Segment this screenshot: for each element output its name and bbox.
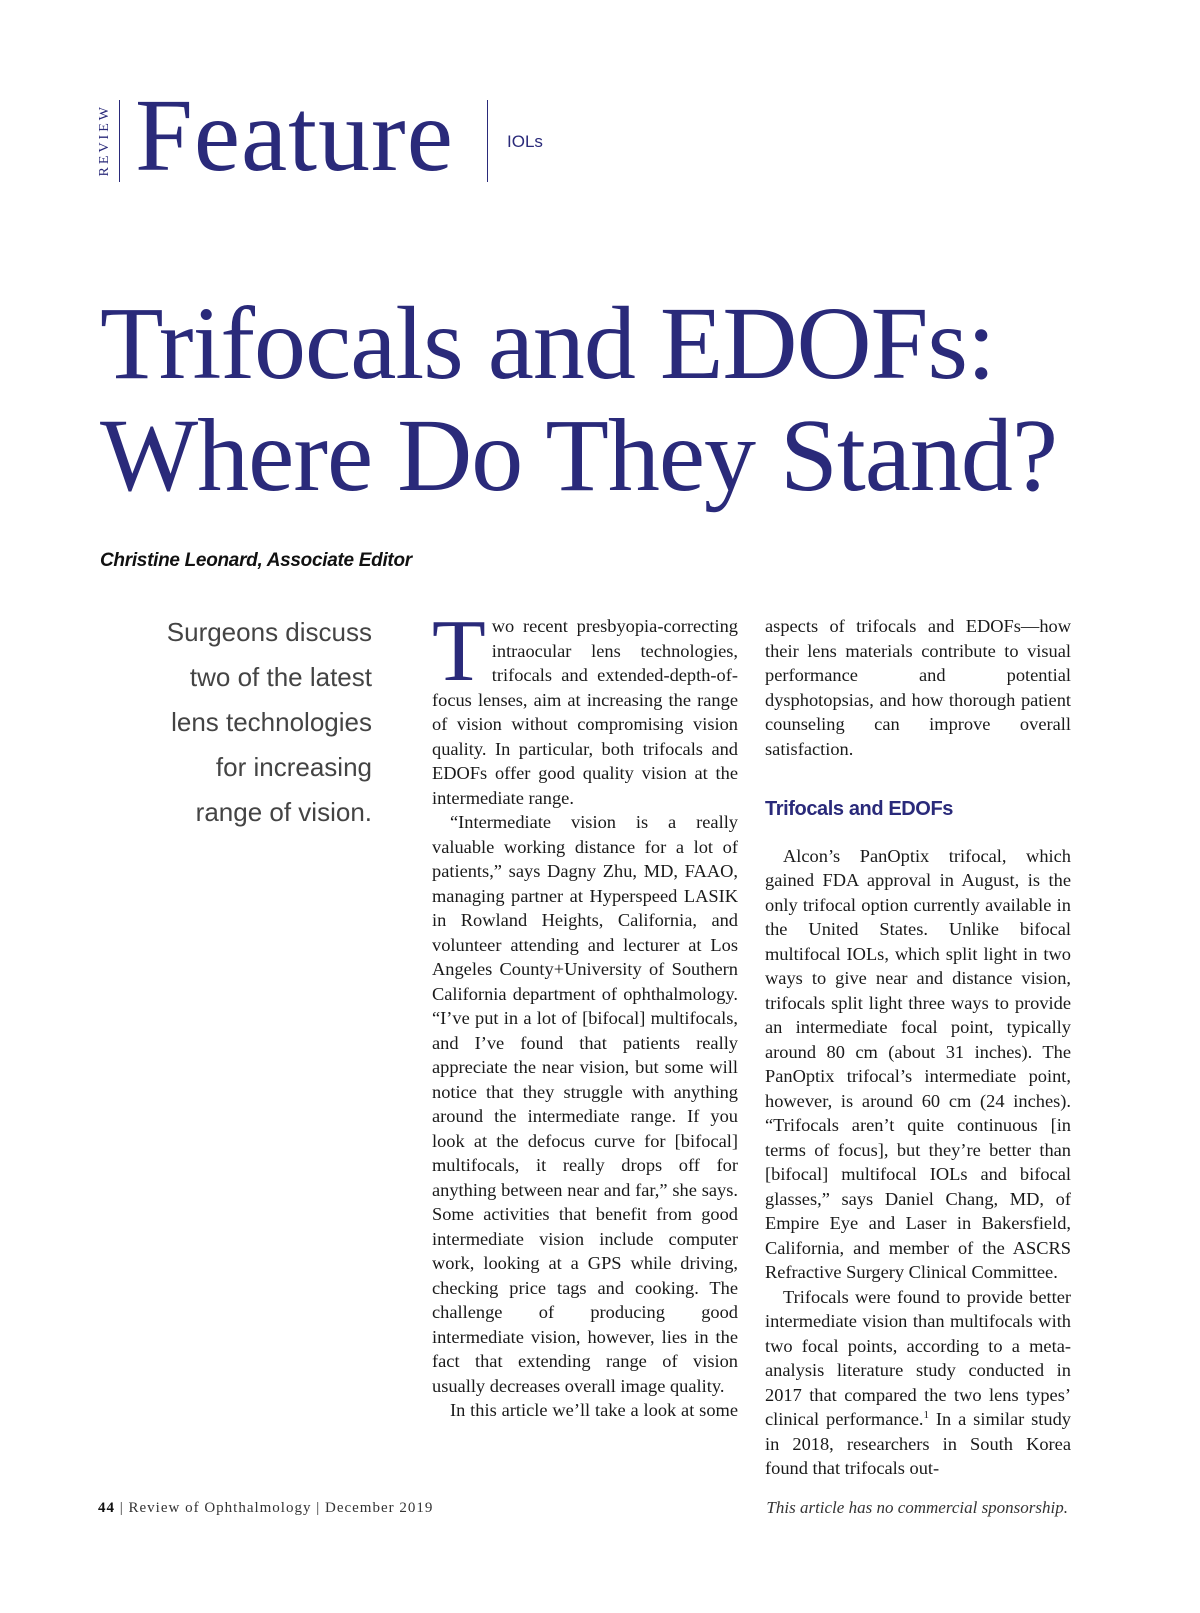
body-paragraph [765,1285,1071,1481]
pull-quote-line: two of the latest [189,662,372,692]
drop-cap: T [432,603,486,700]
pull-quote-line: range of vision. [195,797,372,827]
pull-quote-line: lens technologies [171,707,372,737]
body-paragraph-continued: aspects of trifocals and EDOFs—how their lens materials contribute to visual performance and potential dysphotopsias, and how thorough patient counseling can improve overall satisfaction. [765,616,1071,759]
paragraph-text: In a similar study in 2018, researchers in South Korea found that trifocals out- [765,1409,1071,1478]
reference-marker: 1 [923,1408,930,1421]
body-paragraph: “Intermediate vision is a really valuable working distance for a lot of patients,” says Dagny Zhu, MD, FAAO, managing partner at Hyperspeed LASIK in Rowland Heights, California, and volunteer attending and lecturer at Los Angeles County+University of Southern California department of ophthalmology. “I’ve put in a lot of [bifocal] multifocals, and I’ve found that patients really appreciate the near vision, but some will notice that they struggle with anything around the intermediate range. If you look at the defocus curve for [bifocal] multifocals, it really drops off for anything between near and far,” she says. Some activities that benefit from good intermediate vision include computer work, looking at a GPS while driving, checking price tags and cooking. The challenge of producing good intermediate vision, however, lies in the fact that extending range of vision usually decreases overall image quality. [432,812,738,1396]
pull-quote-line: Surgeons discuss [166,617,372,647]
section-tag: IOLs [507,132,543,151]
title-line-2: Where Do They Stand? [100,398,1058,513]
body-paragraph: In this article we’ll take a look at some [450,1400,738,1420]
body-paragraph: Alcon’s PanOptix trifocal, which gained FDA approval in August, is the only trifocal option currently available in the United States. Unlike bifocal multifocal IOLs, which split light in two ways to give near and distance vision, trifocals split light three ways to provide an intermediate focal point, typically around 80 cm (about 31 inches). The PanOptix trifocal’s intermediate point, however, is around 60 cm (24 inches). “Trifocals aren’t quite continuous [in terms of focus], but they’re better than [bifocal] multifocal IOLs and bifocal glasses,” says Daniel Chang, MD, of Empire Eye and Laser in Bakersfield, California, and member of the ASCRS Refractive Surgery Clinical Committee. [765,845,1071,1282]
page-footer [98,1500,433,1517]
header-divider-right [487,100,488,182]
sponsorship-note: This article has no commercial sponsorship. [766,1498,1068,1517]
body-column-1 [432,603,738,1423]
body-column-2 [765,614,1071,1481]
title-line-1: Trifocals and EDOFs: [100,286,995,401]
publication-info: | Review of Ophthalmology | December 2019 [119,1500,434,1516]
byline: Christine Leonard, Associate Editor [100,550,412,571]
subheading: Trifocals and EDOFs [765,798,954,820]
body-paragraph [432,603,738,810]
page-number: 44 [98,1500,115,1516]
review-kicker: REVIEW [97,104,112,177]
pull-quote [100,610,372,835]
header-divider-left [119,100,120,182]
paragraph-text: wo recent presbyopia-correcting intraocular lens technologies, trifocals and extended-depth-of-focus lenses, aim at increasing the range of vision without compromising vision quality. In particular, both trifocals and EDOFs offer good quality vision at the intermediate range. [432,616,738,808]
feature-label: Feature [135,78,454,193]
pull-quote-line: for increasing [215,752,372,782]
article-title [100,288,1160,512]
paragraph-text: Trifocals were found to provide better intermediate vision than multifocals with two focal points, according to a meta-analysis literature study conducted in 2017 that compared the two lens types’ clinical performance. [765,1286,1071,1429]
